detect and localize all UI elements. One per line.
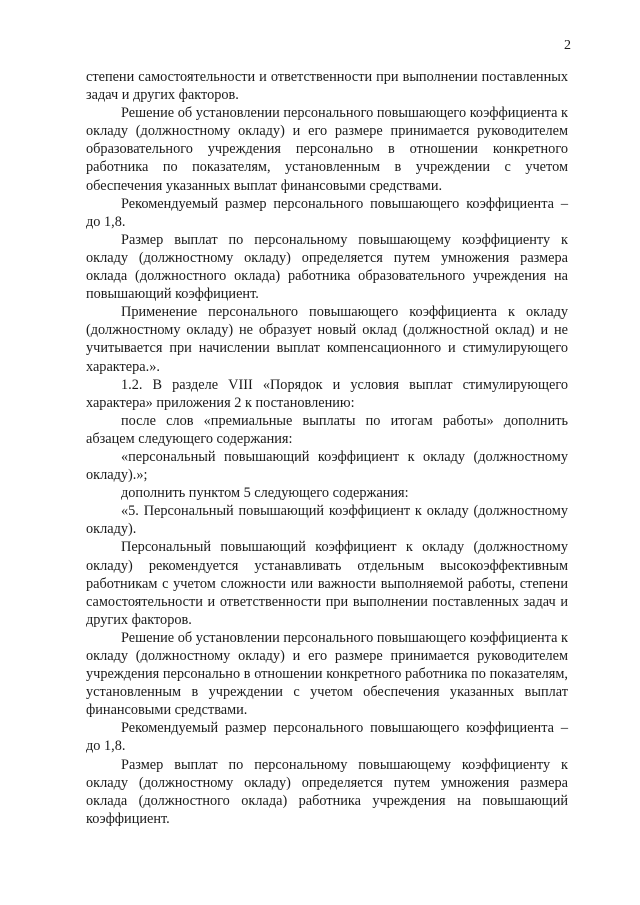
paragraph-application: Применение персонального повышающего коэффициента к окладу (должностному окладу) не образует новый оклад (должностной оклад) и не учитывается при начислении выплат компенсационного и стимулирующего характера.». (86, 304, 568, 375)
paragraph-decision: Решение об установлении персонального повышающего коэффициента к окладу (должностному окладу) и его размере принимается руководителем образовательного учреждения персонально в отношении конкретного работника по показателям, установленным в учреждении с учетом обеспечения указанных выплат финансовыми средствами. (86, 105, 568, 194)
paragraph-item-5-decision: Решение об установлении персонального повышающего коэффициента к окладу (должностному окладу) и его размере принимается руководителем учреждения персонально в отношении конкретного работника по показателям, установленным в учреждении с учетом обеспечения указанных выплат финансовыми средствами. (86, 629, 568, 719)
paragraph-item-5-description: Персональный повышающий коэффициент к окладу (должностному окладу) рекомендуется устанавливать отдельным высокоэффективным работникам с учетом сложности или важности выполняемой работы, степени самостоятельности и ответственности при выполнении поставленных задач и других факторов. (86, 539, 568, 628)
paragraph-continuation: степени самостоятельности и ответственности при выполнении поставленных задач и других факторов. (86, 69, 568, 104)
paragraph-section-1-2: 1.2. В разделе VIII «Порядок и условия выплат стимулирующего характера» приложения 2 к постановлению: (86, 376, 568, 411)
paragraph-payment-size: Размер выплат по персональному повышающему коэффициенту к окладу (должностному окладу) определяется путем умножения размера оклада (должностного оклада) работника образовательного учреждения на повышающий коэффициент. (86, 231, 568, 303)
page-number: 2 (564, 38, 571, 53)
paragraph-recommended-size: Рекомендуемый размер персонального повышающего коэффициента – до 1,8. (86, 195, 568, 230)
paragraph-item-5-payment-size: Размер выплат по персональному повышающему коэффициенту к окладу (должностному окладу) определяется путем умножения размера оклада (должностного оклада) работника учреждения на повышающий коэффициент. (86, 756, 568, 827)
paragraph-item-5-heading: «5. Персональный повышающий коэффициент к окладу (должностному окладу). (86, 503, 568, 538)
document-body (86, 68, 568, 828)
paragraph-quoted-coefficient: «персональный повышающий коэффициент к окладу (должностному окладу).»; (86, 448, 568, 484)
paragraph-item-5-recommended-size: Рекомендуемый размер персонального повышающего коэффициента – до 1,8. (86, 720, 568, 755)
paragraph-after-words: после слов «премиальные выплаты по итогам работы» дополнить абзацем следующего содержания: (86, 412, 568, 447)
paragraph-add-item-5: дополнить пунктом 5 следующего содержания: (121, 485, 409, 502)
